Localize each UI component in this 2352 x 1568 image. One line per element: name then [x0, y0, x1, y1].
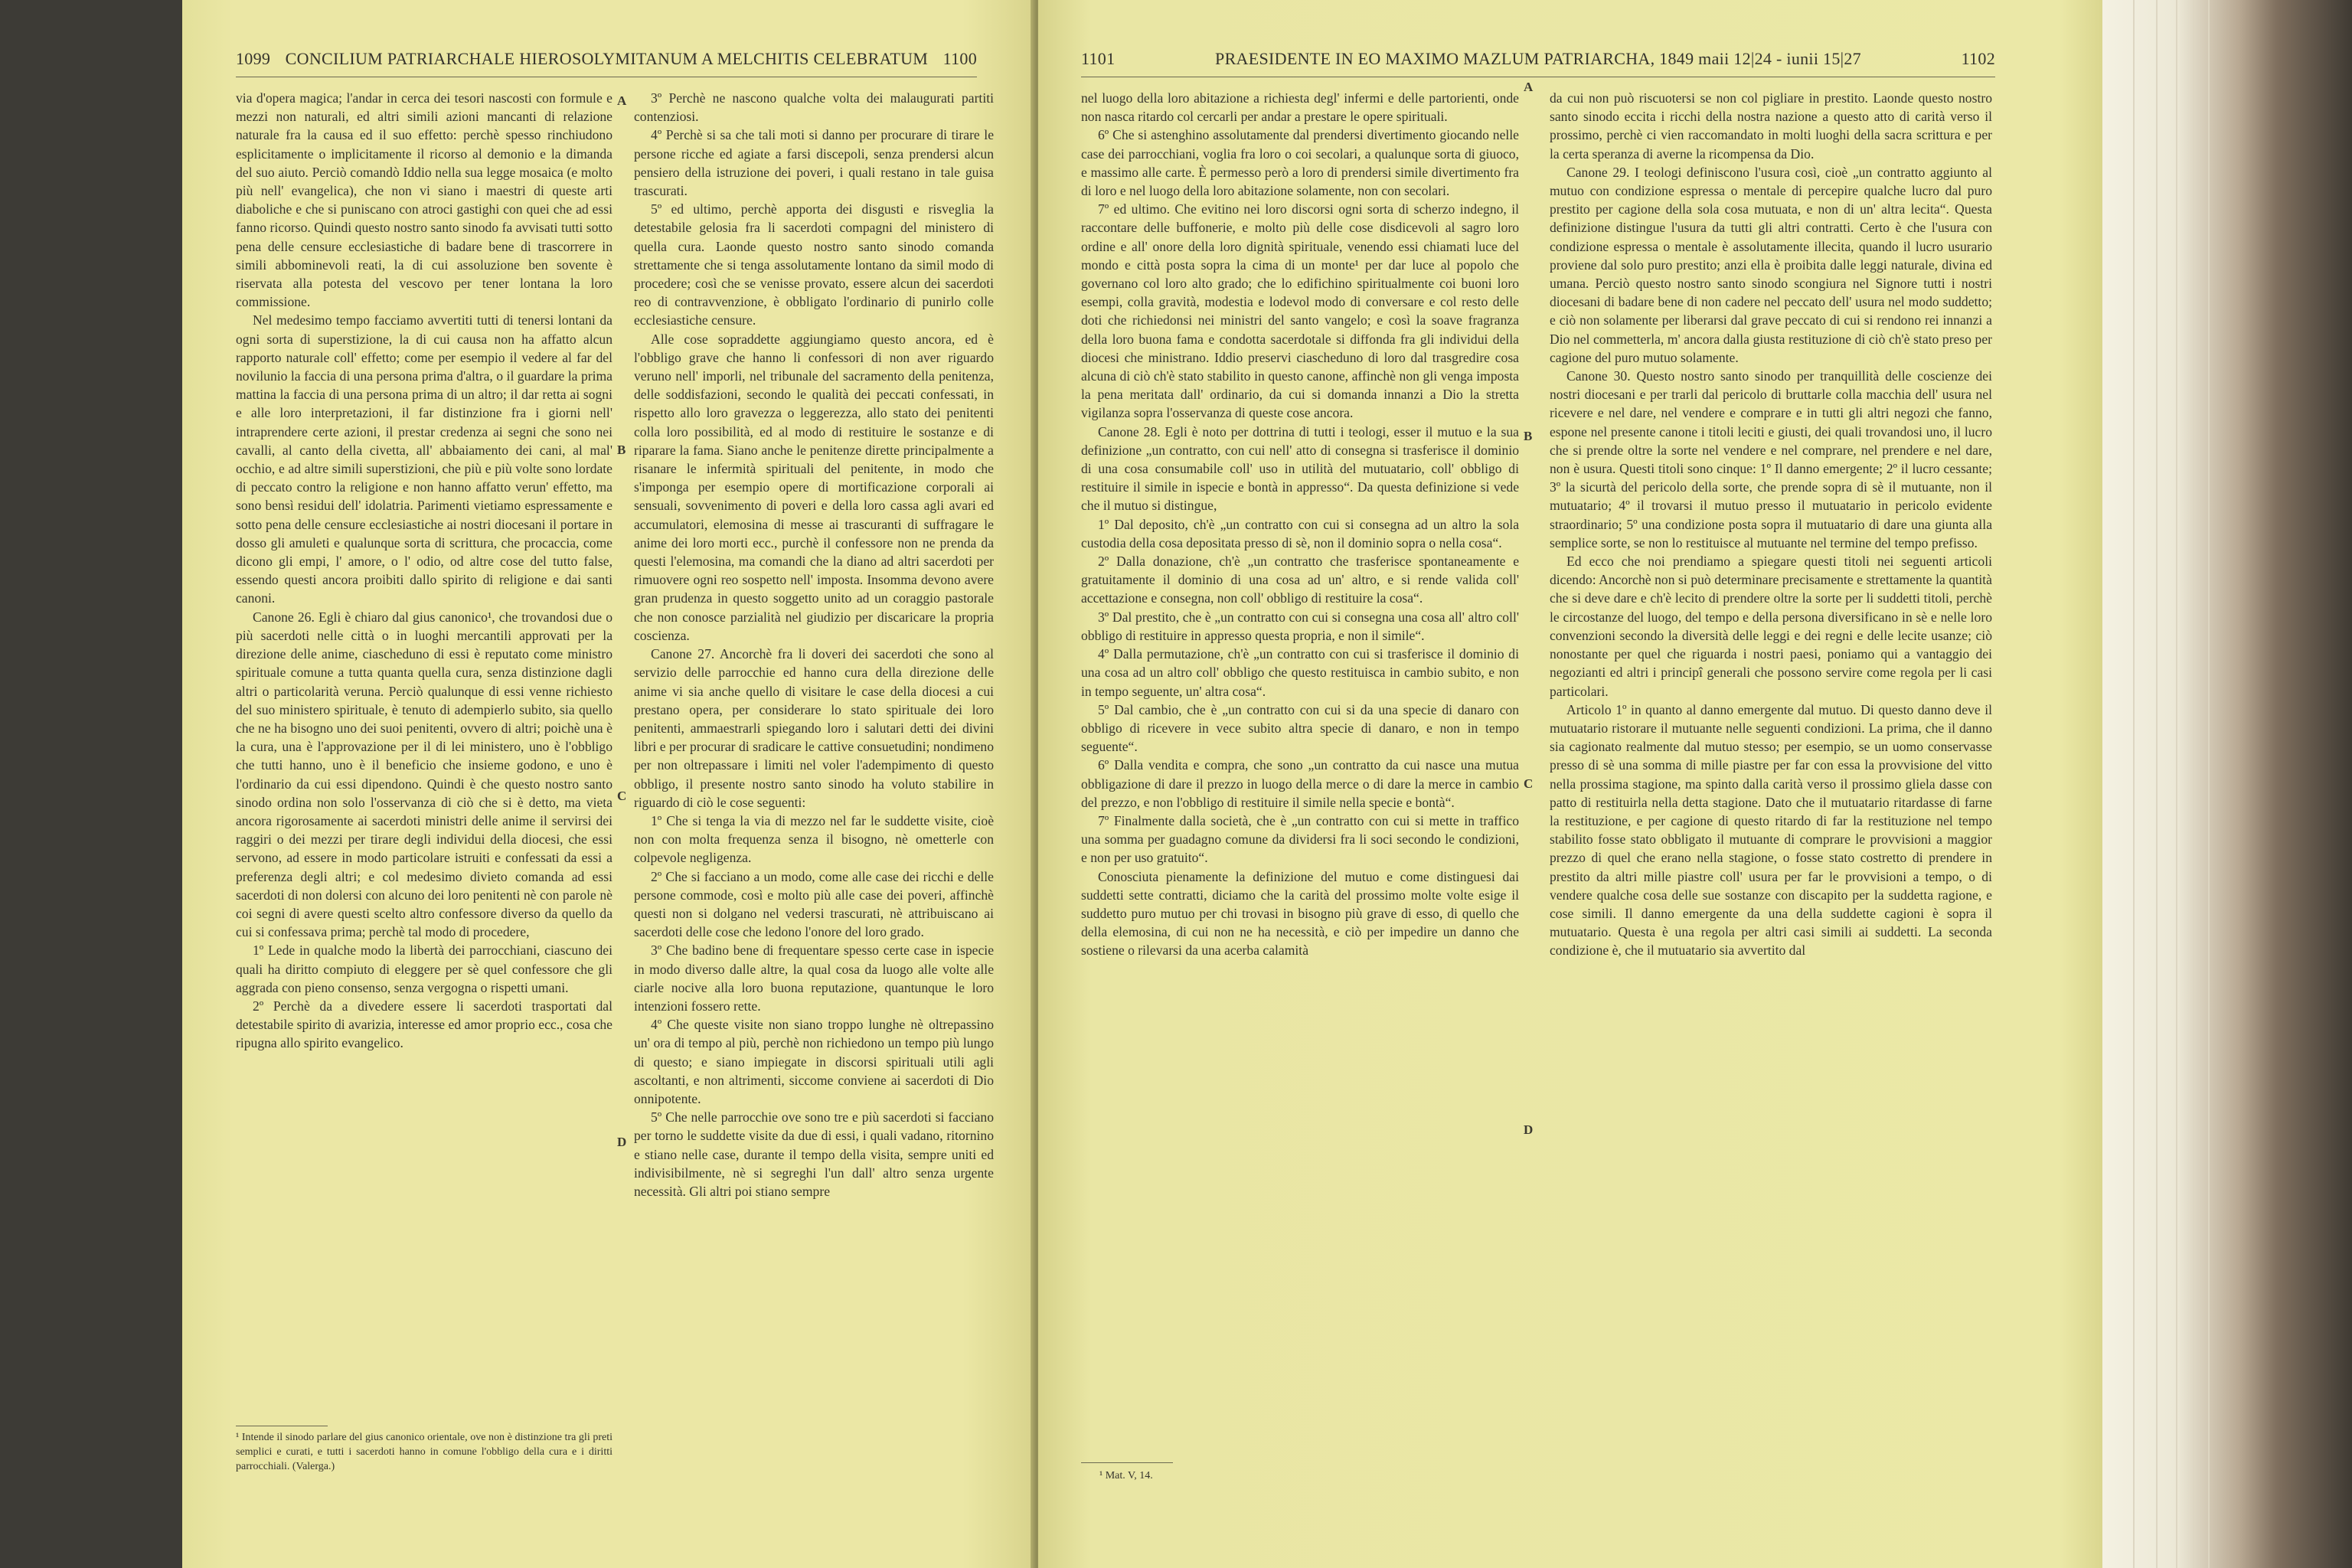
paragraph: 3º Perchè ne nascono qualche volta dei malaugurati partiti contenziosi.	[634, 90, 994, 125]
paragraph: 2º Che si facciano a un modo, come alle case dei ricchi e delle persone commode, così e molto più alle case dei poveri, affinchè questi non si dolgano nel vedersi trascurati, nè attribuiscano ai sacerdoti delle cose che ledono l'onore del loro grado.	[634, 868, 994, 940]
paragraph: Nel medesimo tempo facciamo avvertiti tutti di tenersi lontani da ogni sorta di superstizione, la di cui causa non ha affatto alcun rapporto naturale coll' effetto; come per esempio il vedere al far del novilunio la faccia di una persona prima d'altra, o il guardare la prima mattina la faccia di una persona prima di un altro; il dar retta ai sogni e alle loro interpretazioni, il far distinzione fra i giorni nell' intraprendere certe azioni, il prestar credenza ai segni che sono nei cavalli, al canto della civetta, all' abbaiamento dei cani, al mal' occhio, e ad altre simili superstizioni, che più e più volte sono lordate di peccato contro la religione e non hanno affatto verun' effetto, ma sono bensì residui dell' idolatria. Parimenti vietiamo espressamente e sotto pena delle censure ecclesiastiche ai nostri diocesani il portare in dosso gli amuleti e qualunque sorta di scrittura, che procaccia, come dicono gli empi, l' amore, o l' odio, od altre cose del tutto false, essendo questi ancora proibiti dallo spirito di religione e dai santi canoni.	[236, 312, 612, 606]
page-number-1100: 1100	[942, 49, 977, 68]
left-page-column-2	[634, 89, 994, 1200]
paragraph: 5º Dal cambio, che è „un contratto con cui si da una specie di danaro con obbligo di ricevere in vece subito altra specie di danaro, e non in tempo seguente“.	[1081, 701, 1519, 755]
footnote: ¹ Mat. V, 14.	[1099, 1470, 1153, 1481]
footnote-rule	[1081, 1462, 1173, 1463]
paragraph: Ed ecco che noi prendiamo a spiegare questi titoli nei seguenti articoli dicendo: Ancorchè non si può determinare precisamente e strettamente la quantità che si deve dare e ch'è lecito di prendere oltre la sorte per li suddetti titoli, perchè le circostanze del luogo, del tempo e della persona diversificano in sè e nelle loro convenzioni secondo la diversità delle leggi e dei regni e delle lecite usanze; ciò nonostante per quel che riguarda i nostri paesi, poniamo qui a vantaggio dei negozianti ed altri i principî generali che possono servire come regola per li casi particolari.	[1550, 554, 1992, 699]
margin-marker-a: A	[617, 93, 627, 108]
margin-marker-c: C	[617, 789, 627, 803]
paragraph: 7º Finalmente dalla società, che è „un contratto con cui si mette in traffico una somma per guadagno comune da dividersi fra li soci secondo le condizioni, e non per uso gratuito“.	[1081, 812, 1519, 866]
page-number-1101: 1101	[1081, 49, 1116, 68]
right-page-column-2	[1550, 89, 1992, 960]
paragraph: Canone 27. Ancorchè fra li doveri dei sacerdoti che sono al servizio delle parrocchie ed hanno cura della direzione delle anime vi sia anche quello di visitare le case della diocesi a cui prestano opera, per considerare lo stato spirituale dei loro penitenti, ammaestrarli spiegando loro i salutari detti dei divini libri e per procurar di sradicare le cattive consuetudini; nondimeno per non oltrepassare i limiti nel voler l'adempimento di questo obbligo, il presente nostro santo sinodo ha voluto stabilire in riguardo di ciò le cose seguenti:	[634, 646, 994, 810]
paragraph: 7º ed ultimo. Che evitino nei loro discorsi ogni sorta di scherzo indegno, il raccontare delle buffonerie, e molto più delle cose disdicevoli al sagro loro ordine e all' onore della loro dignità spirituale, venendo essi chiamati luce del mondo e città posta sopra la cima di un monte¹ per dar luce al popolo che governano col loro alto grado; che lo edifichino spiritualmente coi buoni loro esempi, colla gravità, modestia e lodevol modo di conversare e col resto delle doti che richiedonsi nei ministri del santo vangelo; e così la soave fragranza della loro buona fama e condotta sacerdotale si diffonda fra gli individui della diocesi che ministrano. Iddio preservi ciascheduno di loro dal trasgredire cosa alcuna di ciò ch'è stato stabilito in questo canone, affinchè non gli venga imposta la pena meritata dall' ordinario, da cui si domanda innanzi a Dio la stretta vigilanza sopra l'osservanza di queste cose ancora.	[1081, 201, 1519, 421]
left-page-header	[236, 49, 977, 75]
margin-marker-b: B	[1524, 429, 1533, 443]
paragraph: 2º Dalla donazione, ch'è „un contratto che trasferisce spontaneamente e gratuitamente il dominio di una cosa ad un' altro, e si rende valida coll' accettazione e consegna, non coll' obbligo di restituire la cosa“.	[1081, 554, 1519, 606]
paragraph: Canone 30. Questo nostro santo sinodo per tranquillità delle coscienze dei nostri diocesani e per trarli dal pericolo di bruttarle colla macchia dell' usura nel ricevere e nel dare, nel vendere e comprare e in tutti gli altri negozi che fanno, espone nel presente canone i titoli leciti e giusti, dei quali trovandosi uno, il lucro che si prende oltre la sorte nel vendere e nel comprare, nel prendere e nel dare, non è usura. Questi titoli sono cinque: 1º Il danno emergente; 2º il lucro cessante; 3º la sicurtà del pericolo della sorte, che prende sopra di sè il mutuante, non il mutuatario; 4º il trovarsi il mutuo presso il mutuatario in pericolo evidente straordinario; 5º una condizione posta sopra il mutuatario di dare una giunta alla semplice sorte, se non lo restituisce al mutuante nel termine del tempo prefisso.	[1550, 368, 1992, 550]
running-title: CONCILIUM PATRIARCHALE HIEROSOLYMITANUM A MELCHITIS CELEBRATUM	[285, 49, 929, 68]
paragraph: 4º Perchè si sa che tali moti si danno per procurare di tirare le persone ricche ed agiate a farsi discepoli, senza prendersi alcun pensiero della istruzione dei poveri, i quali restano in tale guisa trascurati.	[634, 127, 994, 199]
margin-marker-d: D	[617, 1135, 627, 1149]
paragraph: 4º Dalla permutazione, ch'è „un contratto con cui si trasferisce il dominio di una cosa ad un altro coll' obbligo che questo restituisca in cambio subito, e non in tempo seguente, un' altra cosa“.	[1081, 646, 1519, 699]
paragraph: nel luogo della loro abitazione a richiesta degl' infermi e delle partorienti, onde non nasca ritardo col cercarli per andar a prestare le opere spirituali.	[1081, 90, 1519, 125]
paragraph: 1º Lede in qualche modo la libertà dei parrocchiani, ciascuno dei quali ha diritto compiuto di eleggere per sè quel confessore che gli aggrada con pieno consenso, senza vergogna o rispetti umani.	[236, 942, 612, 995]
margin-marker-a: A	[1524, 80, 1534, 94]
paragraph: Canone 28. Egli è noto per dottrina di tutti i teologi, esser il mutuo e la sua definizione „un contratto, con cui nell' atto di consegna si trasferisce il dominio di una cosa consumabile coll' uso in utilità del mutuatario, coll' obbligo di restituire il simile in ispecie e bontà in appresso“. Da questa definizione si vede che il mutuo si distingue,	[1081, 423, 1519, 514]
paragraph: 3º Dal prestito, che è „un contratto con cui si consegna una cosa all' altro coll' obbligo di restituire in appresso questa propria, e non il simile“.	[1081, 609, 1519, 643]
right-page	[1038, 0, 2102, 1568]
margin-marker-d: D	[1524, 1122, 1534, 1137]
left-page-column-1	[236, 89, 612, 1053]
paragraph: 1º Dal deposito, ch'è „un contratto con cui si consegna ad un altro la sola custodia della cosa depositata presso di sè, non il dominio sopra o nella cosa“.	[1081, 516, 1519, 550]
paragraph: 2º Perchè da a divedere essere li sacerdoti trasportati dal detestabile spirito di avarizia, interesse ed amor proprio ecc., cosa che ripugna allo spirito evangelico.	[236, 998, 612, 1051]
paragraph: 6º Che si astenghino assolutamente dal prendersi divertimento giocando nelle case dei parrocchiani, voglia fra loro o coi secolari, a qualunque sorta di giuoco, e massimo alle carte. È permesso però a loro di prendersi simile divertimento fra di loro e nel luogo della loro abitazione solamente, non con secolari.	[1081, 127, 1519, 199]
paragraph: via d'opera magica; l'andar in cerca dei tesori nascosti con formule e mezzi non naturali, ed altri simili azioni mancanti di relazione naturale fra la causa ed il suo effetto: perchè spesso rinchiudono esplicitamente o implicitamente il ricorso al demonio e la dimanda del suo aiuto. Perciò comandò Iddio nella sua legge mosaica (e molto più nell' evangelica), che non vi siano i maestri di queste arti diaboliche e che si puniscano con atroci gastighi con quei che ad essi fanno ricorso. Quindi questo nostro santo sinodo fa avvisati tutti sotto pena delle censure ecclesiastiche di badare bene di trascorrere in simili abbominevoli reati, la di cui assoluzione ben sovente è riservata alla potesta del vescovo per tener lontana la loro commissione.	[236, 90, 612, 310]
paragraph: Canone 26. Egli è chiaro dal gius canonico¹, che trovandosi due o più sacerdoti nelle città o in luoghi mercantili approvati per la direzione delle anime, ciascheduno di essi è reputato come ministro spirituale comune a tutta quanta quella cura, senza distinzione dagli altri o particolarità veruna. Perciò qualunque di essi venne richiesto del suo ministero spirituale, è tenuto di adempierlo subito, sia quello che ne ha bisogno uno dei suoi penitenti, ovvero di altri; poichè una è la cura, una è l'approvazione per il di lei ministero, uno è l'obbligo che tutti hanno, uno è il beneficio che insieme godono, e uno è l'ordinario da cui essi dipendono. Quindi è che questo nostro santo sinodo ordina non solo l'osservanza di ciò che si è detto, ma vieta ancora rigorosamente ai sacerdoti ministri delle anime il servirsi dei raggiri o dei mezzi per tirare degli individui della diocesi, che essi servono, ad essere in modo particolare istruiti e confessati da essi a preferenza degli altri; e col medesimo divieto comanda ad essi sacerdoti di non dolersi con alcuno dei loro penitenti nè con parole nè coi segni di avere questi scelto altro confessore diverso da quello da cui si confessava prima; perchè tal modo di procedere,	[236, 609, 612, 940]
right-page-column-1	[1081, 89, 1519, 960]
paragraph: Articolo 1º in quanto al danno emergente dal mutuo. Di questo danno deve il mutuatario ristorare il mutuante nelle seguenti condizioni. La prima, che il danno sia cagionato realmente dal mutuo stesso; per esempio, se un uomo conservasse presso di sè una somma di mille piastre per far con essa la provvisione del vitto nella prossima stagione, ma spinto dalla carità verso il prossimo gliela dasse con patto di restituirla nella detta stagione. Dato che il mutuatario ritardasse di farne la restituzione, e per cagione di questo ritardo di far la restituzione nel tempo stabilito fosse stato obbligato il mutuante di comprare le provvisioni a maggior prezzo di quel che erano nella stagione, o fosse stato costretto di prendere in prestito da altri mille piastre coll' usura per far le provvisioni a tempo, o di vendere qualche cosa delle sue sostanze con discapito per la suddetta ragione, e cose simili. Il danno emergente da una della suddette cagioni è sopra il mutuatario. Questa è una regola per altri casi simili ai suddetti. La seconda condizione è, che il mutuatario sia avvertito dal	[1550, 701, 1992, 959]
left-page	[182, 0, 1031, 1568]
running-title: PRAESIDENTE IN EO MAXIMO MAZLUM PATRIARCHA, 1849 maii 12|24 - iunii 15|27	[1215, 49, 1861, 68]
paragraph: 5º ed ultimo, perchè apporta dei disgusti e risveglia la detestabile gelosia fra li sacerdoti compagni del ministero di quella cura. Laonde questo nostro santo sinodo comanda strettamente che si tenga assolutamente lontano da simil modo di procedere; così che se venisse provato, essere alcun dei sacerdoti reo di contravvenzione, è obbligato l'ordinario di punirlo colle ecclesiastiche censure.	[634, 201, 994, 328]
footnote: ¹ Intende il sinodo parlare del gius canonico orientale, ove non è distinzione tra gli preti semplici e curati, e tutti i sacerdoti hanno in comune l'obbligo della cura e i diritti parrocchiali. (Valerga.)	[236, 1432, 612, 1472]
page-number-1102: 1102	[1961, 49, 1995, 68]
page-stack-edge	[2102, 0, 2352, 1568]
right-page-header	[1081, 49, 1995, 75]
page-number-1099: 1099	[236, 49, 271, 68]
paragraph: 6º Dalla vendita e compra, che sono „un contratto da cui nasce una mutua obbligazione di dare il prezzo in luogo della merce o di dare la merce in cambio del prezzo, e non l'obbligo di restituire il simile nella specie e bontà“.	[1081, 757, 1519, 810]
paragraph: Canone 29. I teologi definiscono l'usura così, cioè „un contratto aggiunto al mutuo con condizione espressa o mentale di percepire qualche lucro dal puro prestito per cagione della sola cosa mutuata, e non di un' altra lecita“. Questa definizione distingue l'usura da tutti gli altri contratti. Certo è che l'usura con condizione espressa o mentale è assolutamente illecita, quando il lucro usurario proviene dal solo puro prestito; anzi ella è proibita dalle leggi naturale, divina ed umana. Perciò questo nostro santo sinodo scongiura nel Signore tutti i nostri diocesani di badare bene di non cadere nel peccato dell' usura nel modo suddetto; e ciò non solamente per liberarsi dal grave peccato di cui si rendono rei innanzi a Dio nel commetterla, m' ancora dalla giusta restituzione di ciò ch'è stato preso per cagione del puro mutuo solamente.	[1550, 164, 1992, 365]
paragraph: Conosciuta pienamente la definizione del mutuo e come distinguesi dai suddetti sette contratti, diciamo che la carità del prossimo molte volte esige il suddetto puro mutuo per chi trovasi in bisogno più grave di esso, di quello che della elemosina, di cui non ne ha necessità, e ciò per impedire un danno che sostiene o rilevarsi da una acerba calamità	[1081, 868, 1519, 959]
paragraph: 1º Che si tenga la via di mezzo nel far le suddette visite, cioè non con molta frequenza senza il bisogno, nè ometterle con colpevole negligenza.	[634, 812, 994, 866]
paragraph: Alle cose sopraddette aggiungiamo questo ancora, ed è l'obbligo grave che hanno li confessori di non aver riguardo veruno nell' imporli, nel tribunale del sacramento della penitenza, delle soddisfazioni, secondo le qualità dei peccati confessati, in rispetto allo loro gravezza o leggerezza, allo stato dei penitenti colla loro possibilità, ed al modo di restituire le sostanze e di riparare la fama. Siano anche le penitenze dirette principalmente a risanare le infermità spirituali del penitente, in modo che s'imponga per esempio opere di mortificazione corporali ai sensuali, sovvenimento di poveri e della loro cassa agli avari ed accumulatori, elemosina di messe ai trascuranti di suffragare le anime dei loro morti ecc., purchè il confessore non ne prenda da questi l'elemosina, ma comandi che la diano ad altri sacerdoti per rimuovere ogni reo sospetto nell' imposta. Insomma devono avere gran prudenza in questo soggetto unito ad un coraggio pastorale che non conosce parzialità nel giudizio per discaricare la propria coscienza.	[634, 331, 994, 643]
margin-marker-b: B	[617, 443, 626, 457]
paragraph: 3º Che badino bene di frequentare spesso certe case in ispecie in modo diverso dalle altre, la qual cosa da luogo alle volte alle ciarle nocive alla loro buona reputazione, quantunque le loro intenzioni fossero rette.	[634, 942, 994, 1014]
paragraph: da cui non può riscuotersi se non col pigliare in prestito. Laonde questo nostro santo sinodo eccita i ricchi della nostra nazione a questo atto di carità verso il prossimo, perchè ci vien raccomandato in molti luoghi della sacra scrittura e per la certa speranza di averne la ricompensa da Dio.	[1550, 90, 1992, 162]
paragraph: 5º Che nelle parrocchie ove sono tre e più sacerdoti si facciano per torno le suddette visite da due di essi, i quali vadano, ritornino e stiano nelle case, durante il tempo della visita, sempre uniti ed indivisibilmente, nè si segreghi l'un dall' altro senza urgente necessità. Gli altri poi stiano sempre	[634, 1109, 994, 1199]
margin-marker-c: C	[1524, 776, 1534, 791]
paragraph: 4º Che queste visite non siano troppo lunghe nè oltrepassino un' ora di tempo al più, perchè non richiedono un tempo più lungo di questo; e siano impiegate in discorsi spirituali utili agli ascoltanti, e non altrimenti, siccome conviene ai sacerdoti di Dio onnipotente.	[634, 1017, 994, 1106]
